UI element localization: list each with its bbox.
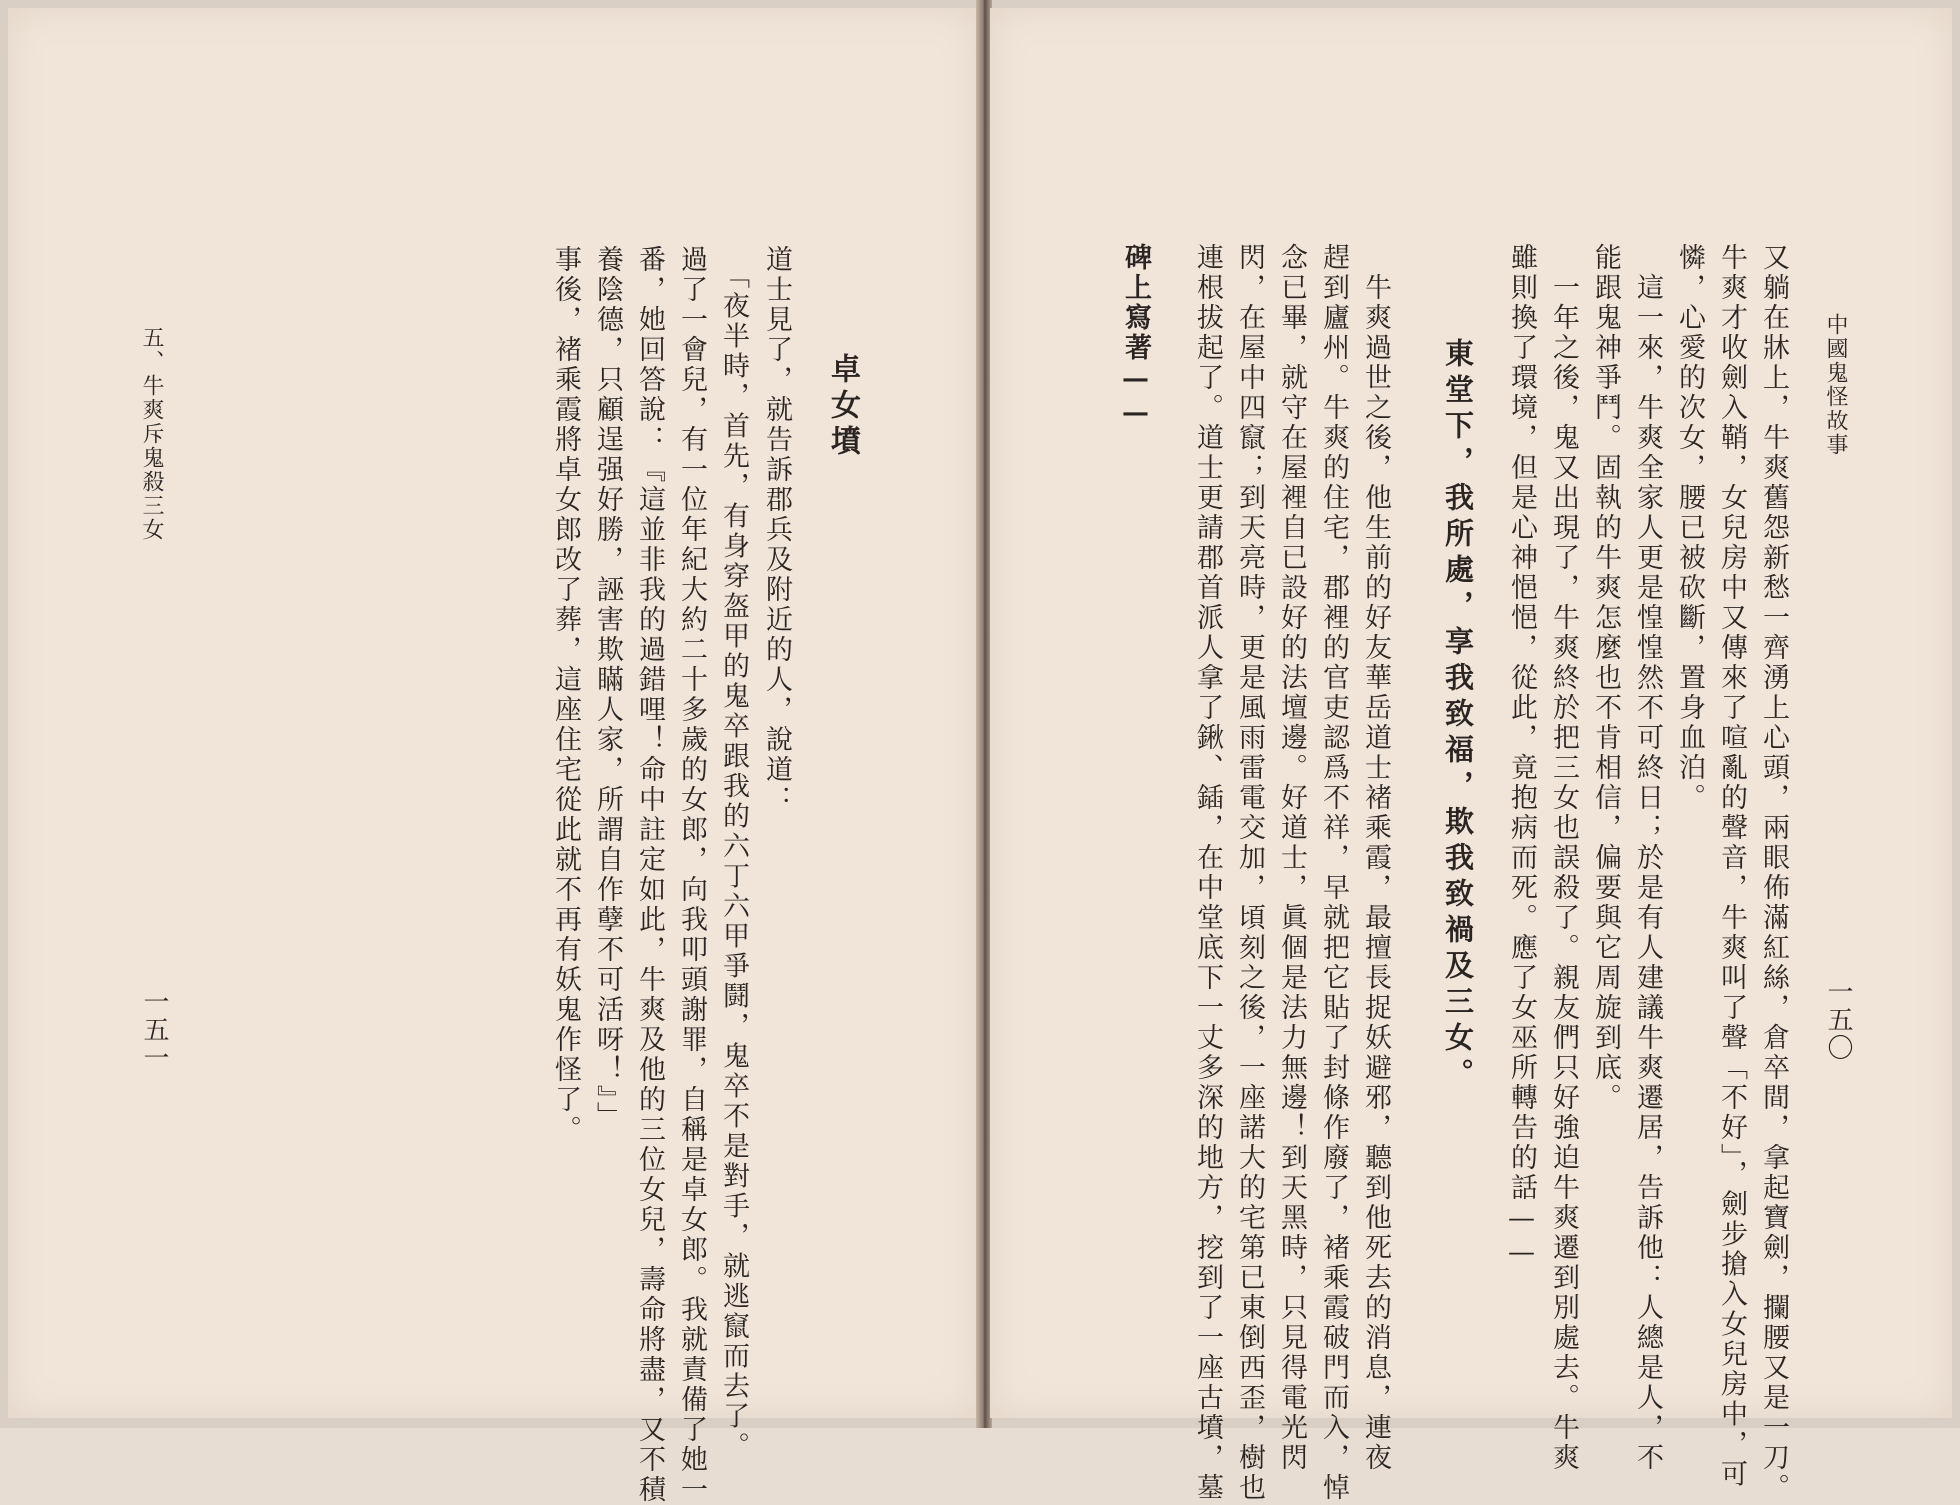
text-column: 番，她回答說：『這並非我的過錯哩！命中註定如此，牛爽及他的三位女兒，壽命將盡，又不積 (634, 245, 665, 1505)
text-column: 道士見了，就告訴郡兵及附近的人，說道： (761, 245, 792, 815)
running-header: 中國鬼怪故事 (1823, 313, 1848, 457)
page-number: 一五一 (139, 988, 169, 1072)
text-column: 閃，在屋中四竄；到天亮時，更是風雨雷電交加，頃刻之後，一座諾大的宅第已東倒西歪，樹也 (1234, 243, 1265, 1503)
text-column: 憐，心愛的次女，腰已被砍斷，置身血泊。 (1674, 243, 1705, 813)
text-column: 念已畢，就守在屋裡自已設好的法壇邊。好道士，眞個是法力無邊！到天黑時，只見得電光閃 (1276, 243, 1307, 1473)
text-column: 一年之後，鬼又出現了，牛爽終於把三女也誤殺了。親友們只好強迫牛爽遷到別處去。牛爽 (1548, 243, 1579, 1473)
text-column: 事後，褚乘霞將卓女郎改了葬，這座住宅從此就不再有妖鬼作怪了。 (550, 245, 581, 1145)
running-header: 五、牛爽斥鬼殺三女 (139, 326, 164, 542)
text-column: 養陰德，只顧逞强好勝，誣害欺瞞人家，所謂自作孽不可活呀！』」 (592, 245, 623, 1132)
text-column: 雖則換了環境，但是心神悒悒，從此，竟抱病而死。應了女巫所轉告的話—— (1506, 243, 1537, 1271)
left-page (8, 8, 978, 1505)
inscription-verse: 東堂下，我所處，享我致福，欺我致禍及三女。 (1441, 338, 1475, 1094)
text-column: 趕到廬州。牛爽的住宅，郡裡的官吏認爲不祥，早就把它貼了封條作廢了，褚乘霞破門而入，悼 (1318, 243, 1349, 1503)
section-heading: 卓女墳 (825, 353, 860, 461)
text-column: 這一來，牛爽全家人更是惶惶然不可終日；於是有人建議牛爽遷居，告訴他：人總是人，不 (1632, 243, 1663, 1473)
text-column: 碑上寫著—— (1120, 243, 1151, 431)
text-column: 「夜半時，首先，有身穿盔甲的鬼卒跟我的六丁六甲爭鬪，鬼卒不是對手，就逃竄而去了。 (718, 245, 749, 1462)
text-column: 能跟鬼神爭鬥。固執的牛爽怎麼也不肯相信，偏要與它周旋到底。 (1590, 243, 1621, 1113)
text-column: 牛爽才收劍入鞘，女兒房中又傳來了喧亂的聲音，牛爽叫了聲「不好」，劍步搶入女兒房中，可 (1716, 243, 1747, 1490)
right-page (990, 8, 1952, 1503)
text-column: 連根拔起了。道士更請郡首派人拿了鍬、鍤，在中堂底下一丈多深的地方，挖到了一座古墳，墓 (1192, 243, 1223, 1503)
text-column: 又躺在牀上，牛爽舊怨新愁一齊湧上心頭，兩眼佈滿紅絲，倉卒間，拿起寶劍，攔腰又是一刀。 (1758, 243, 1789, 1503)
text-column: 牛爽過世之後，他生前的好友華岳道士褚乘霞，最擅長捉妖避邪，聽到他死去的消息，連夜 (1360, 243, 1391, 1473)
page-number: 一五〇 (1823, 978, 1853, 1062)
text-column: 過了一會兒，有一位年紀大約二十多歲的女郎，向我叩頭謝罪，自稱是卓女郎。我就責備了她一 (676, 245, 707, 1505)
